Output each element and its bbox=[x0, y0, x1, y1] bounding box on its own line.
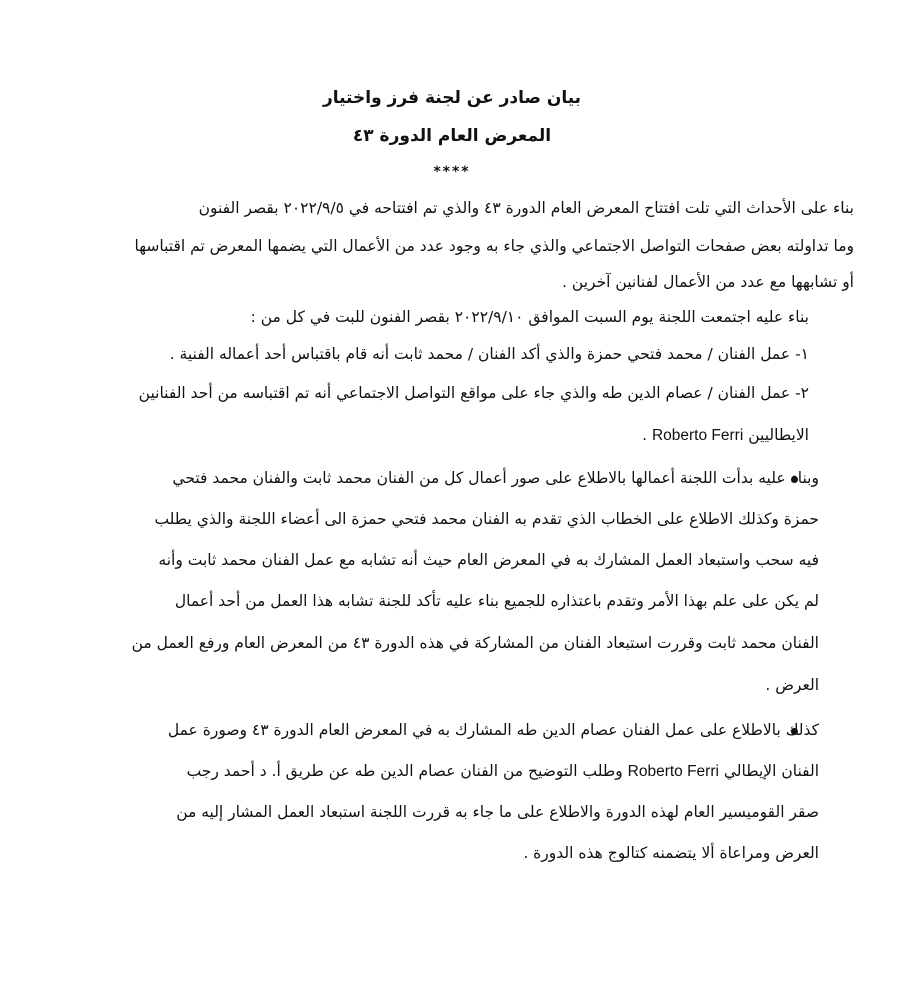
separator: **** bbox=[433, 164, 471, 180]
statement-subtitle: المعرض العام الدورة ٤٣ bbox=[352, 126, 552, 146]
paragraph-1-line-1: وبناء عليه بدأت اللجنة أعمالها بالاطلاع على صور أعمال كل من الفنان محمد ثابت والفنان محمد فتحي bbox=[172, 469, 819, 487]
paragraph-1-line-6: العرض . bbox=[765, 676, 819, 694]
paragraph-2-suffix: وطلب التوضيح من الفنان عصام الدين طه عن طريق أ. د أحمد رجب bbox=[186, 762, 623, 780]
paragraph-1-line-5: الفنان محمد ثابت وقررت استبعاد الفنان من المشاركة في هذه الدورة ٤٣ من المعرض العام ورفع العمل من bbox=[131, 634, 819, 652]
meeting-line: بناء عليه اجتمعت اللجنة يوم السبت الموافق ٢٠٢٢/٩/١٠ بقصر الفنون للبت في كل من : bbox=[250, 308, 809, 326]
intro-line-2: وما تداولته بعض صفحات التواصل الاجتماعي والذي جاء به وجود عدد من الأعمال التي يضمها المعرض تم اقتباسها bbox=[134, 237, 854, 255]
paragraph-1-line-3: فيه سحب واستبعاد العمل المشارك به في المعرض العام حيث أنه تشابه مع عمل الفنان محمد ثابت وأنه bbox=[158, 551, 819, 569]
paragraph-2-line-1: كذلك بالاطلاع على عمل الفنان عصام الدين طه المشارك به في المعرض العام الدورة ٤٣ وصورة عمل bbox=[167, 721, 819, 739]
paragraph-2-line-3: صقر القوميسير العام لهذه الدورة والاطلاع على ما جاء به قررت اللجنة استبعاد العمل المشار إليه من bbox=[176, 803, 819, 821]
paragraph-1-line-2: حمزة وكذلك الاطلاع على الخطاب الذي تقدم به الفنان محمد فتحي حمزة الى أعضاء اللجنة والذي يطلب bbox=[154, 510, 819, 528]
intro-line-3: أو تشابهها مع عدد من الأعمال لفنانين آخرين . bbox=[562, 273, 854, 291]
paragraph-1-line-4: لم يكن على علم بهذا الأمر وتقدم باعتذاره للجميع بناء عليه تأكد للجنة تشابه هذا العمل من أحد أعمال bbox=[174, 592, 819, 610]
paragraph-2-line-4: العرض ومراعاة ألا يتضمنه كتالوج هذه الدورة . bbox=[523, 844, 819, 862]
list-item-2-artist-name: Roberto Ferri bbox=[651, 427, 744, 444]
intro-line-1: بناء على الأحداث التي تلت افتتاح المعرض العام الدورة ٤٣ والذي تم افتتاحه في ٢٠٢٢/٩/٥ بقصر الفنون bbox=[198, 199, 854, 217]
list-item-2-suffix: . bbox=[642, 426, 648, 444]
paragraph-2-line-2 bbox=[187, 760, 819, 783]
statement-title: بيان صادر عن لجنة فرز واختيار bbox=[322, 88, 582, 108]
list-item-2-line-1: ٢- عمل الفنان / عصام الدين طه والذي جاء على مواقع التواصل الاجتماعي أنه تم اقتباسه من أحد الفنانين bbox=[138, 384, 809, 402]
list-item-2-prefix: الايطاليين bbox=[748, 426, 809, 444]
paragraph-2-prefix: الفنان الإيطالي bbox=[718, 762, 819, 780]
paragraph-2-artist-name: Roberto Ferri bbox=[627, 763, 719, 780]
list-item-2-line-2 bbox=[642, 424, 809, 447]
list-item-1: ١- عمل الفنان / محمد فتحي حمزة والذي أكد الفنان / محمد ثابت أنه قام باقتباس أحد أعماله الفنية . bbox=[169, 345, 809, 363]
